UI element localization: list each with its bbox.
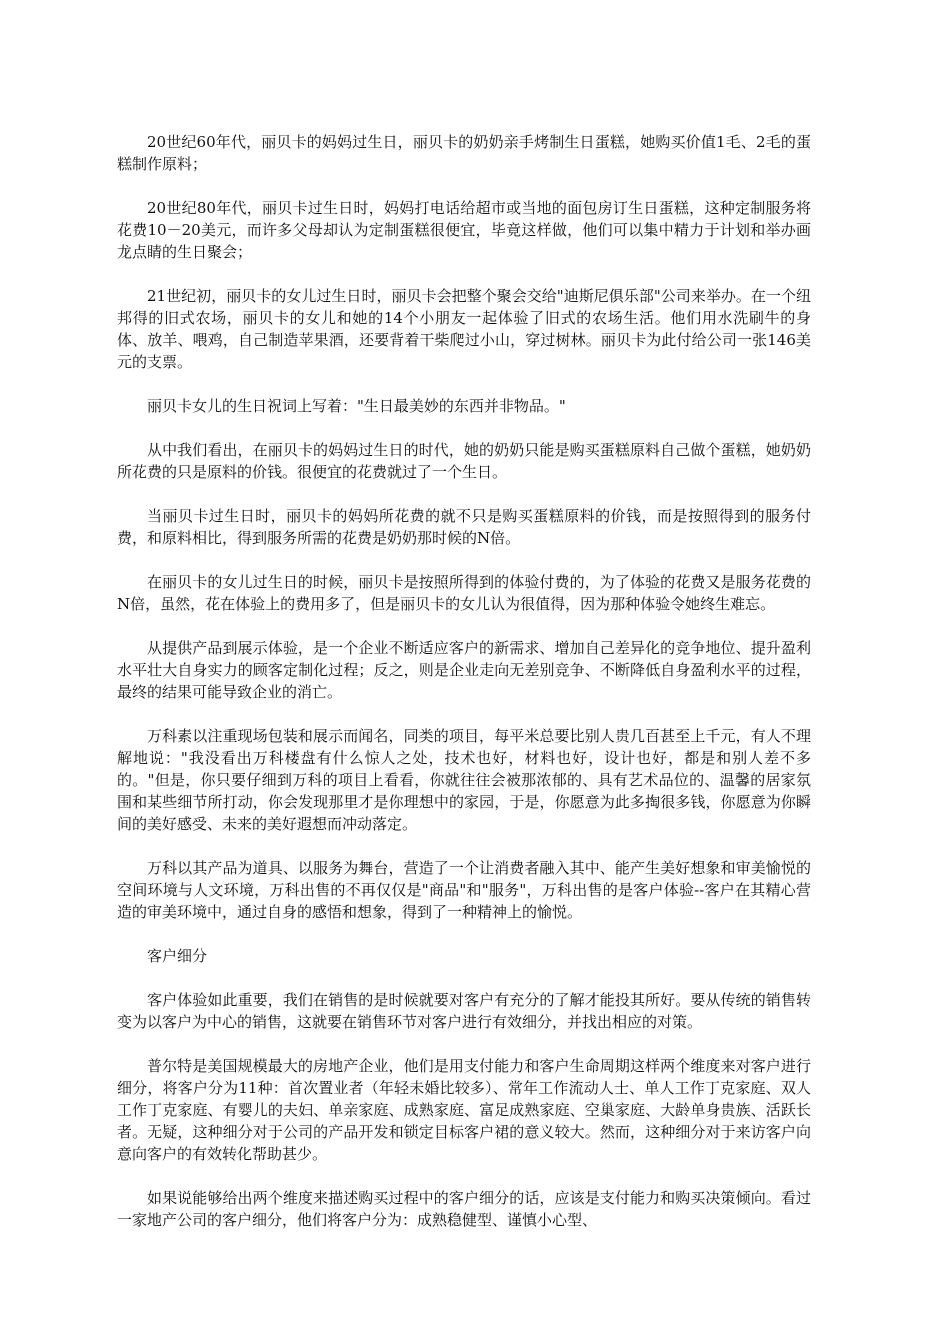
paragraph-21st-century: 21世纪初，丽贝卡的女儿过生日时，丽贝卡会把整个聚会交给"迪斯尼俱乐部"公司来举办。在一个纽邦得的旧式农场，丽贝卡的女儿和她的14个小朋友一起体验了旧式的农场生活。他们用水洗刷牛的身体、放羊、喂鸡，自己制造苹果酒，还要背着干柴爬过小山，穿过树林。丽贝卡为此付给公司一张146美元的支票。 xyxy=(117,287,811,371)
paragraph-vanke-experience: 万科以其产品为道具、以服务为舞台，营造了一个让消费者融入其中、能产生美好想象和审美愉悦的空间环境与人文环境，万科出售的不再仅仅是"商品"和"服务"，万科出售的是客户体验--客户在其精心营造的审美环境中，通过自身的感悟和想象，得到了一种精神上的愉悦。 xyxy=(117,859,811,921)
paragraph-pulte-segmentation: 普尔特是美国规模最大的房地产企业，他们是用支付能力和客户生命周期这样两个维度来对客户进行细分，将客户分为11种：首次置业者（年轻未婚比较多）、常年工作流动人士、单人工作丁克家庭、双人工作丁克家庭、有婴儿的夫妇、单亲家庭、成熟家庭、富足成熟家庭、空巢家庭、大龄单身贵族、活跃长者。无疑，这种细分对于公司的产品开发和锁定目标客户裙的意义较大。然而，这种细分对于来访客户向意向客户的有效转化帮助甚少。 xyxy=(117,1057,811,1163)
section-heading-customer-segmentation: 客户细分 xyxy=(147,947,208,965)
paragraph-product-to-experience: 从提供产品到展示体验，是一个企业不断适应客户的新需求、增加自己差异化的竞争地位、提升盈利水平壮大自身实力的顾客定制化过程；反之，则是企业走向无差别竞争、不断降低自身盈利水平的过程，最终的结果可能导致企业的消亡。 xyxy=(117,639,811,701)
paragraph-1960s: 20世纪60年代，丽贝卡的妈妈过生日，丽贝卡的奶奶亲手烤制生日蛋糕，她购买价值1毛、2毛的蛋糕制作原料； xyxy=(117,133,811,173)
paragraph-service-cost: 当丽贝卡过生日时，丽贝卡的妈妈所花费的就不只是购买蛋糕原料的价钱，而是按照得到的服务付费，和原料相比，得到服务所需的花费是奶奶那时候的N倍。 xyxy=(117,507,811,547)
paragraph-customer-importance: 客户体验如此重要，我们在销售的是时候就要对客户有充分的了解才能投其所好。要从传统的销售转变为以客户为中心的销售，这就要在销售环节对客户进行有效细分，并找出相应的对策。 xyxy=(117,991,811,1031)
document-body xyxy=(117,131,811,1231)
paragraph-experience-cost: 在丽贝卡的女儿过生日的时候，丽贝卡是按照所得到的体验付费的，为了体验的花费又是服务花费的N倍，虽然，花在体验上的费用多了，但是丽贝卡的女儿认为很值得，因为那种体验令她终生难忘。 xyxy=(117,573,811,613)
paragraph-vanke-packaging: 万科素以注重现场包装和展示而闻名，同类的项目，每平米总要比别人贵几百甚至上千元，有人不理解地说："我没看出万科楼盘有什么惊人之处，技术也好，材料也好，设计也好，都是和别人差不多的。"但是，你只要仔细到万科的项目上看看，你就往往会被那浓郁的、具有艺术品位的、温馨的居家氛围和某些细节所打动，你会发现那里才是你理想中的家园，于是，你愿意为此多掏很多钱，你愿意为你瞬间的美好感受、未来的美好遐想而冲动落定。 xyxy=(117,727,811,833)
paragraph-grandmother-cost: 从中我们看出，在丽贝卡的妈妈过生日的时代，她的奶奶只能是购买蛋糕原料自己做个蛋糕，她奶奶所花费的只是原料的价钱。很便宜的花费就过了一个生日。 xyxy=(117,441,811,481)
paragraph-birthday-message: 丽贝卡女儿的生日祝词上写着："生日最美妙的东西并非物品。" xyxy=(147,397,566,415)
paragraph-1980s: 20世纪80年代，丽贝卡过生日时，妈妈打电话给超市或当地的面包房订生日蛋糕，这种定制服务将花费10－20美元，而许多父母却认为定制蛋糕很便宜，毕竟这样做，他们可以集中精力于计划和举办画龙点睛的生日聚会； xyxy=(117,199,811,261)
paragraph-two-dimensions: 如果说能够给出两个维度来描述购买过程中的客户细分的话，应该是支付能力和购买决策倾向。看过一家地产公司的客户细分，他们将客户分为：成熟稳健型、谨慎小心型、 xyxy=(117,1189,811,1229)
